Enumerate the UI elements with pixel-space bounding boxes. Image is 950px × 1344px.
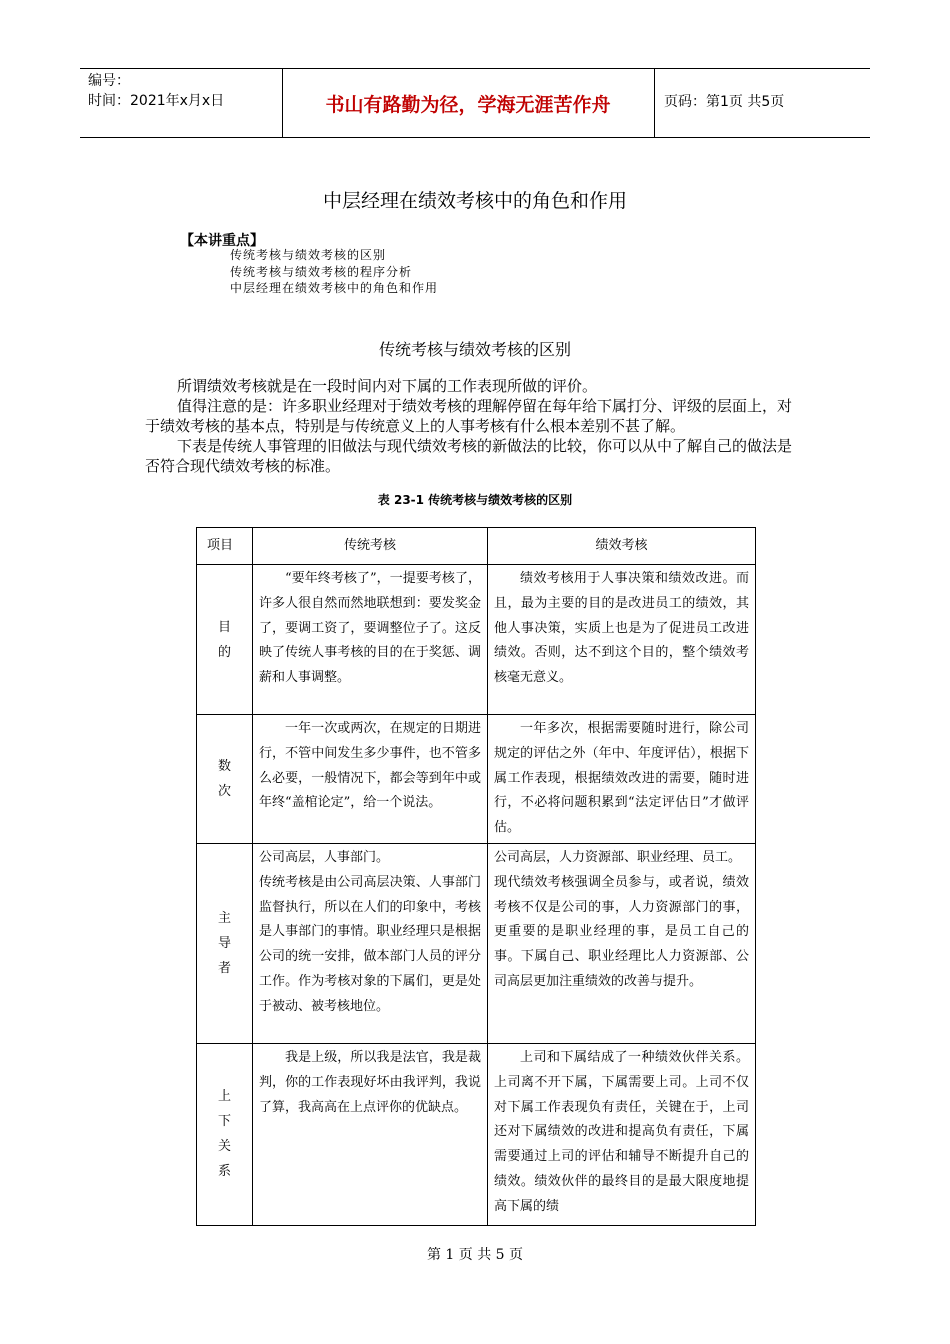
item-char: 数 <box>217 758 231 774</box>
cell-text: 一年一次或两次，在规定的日期进行，不管中间发生多少事件，也不管多么必要，一般情况下，都会等到年中或年终“盖棺论定”，给一个说法。 <box>259 721 481 811</box>
key-point-item: 传统考核与绩效考核的程序分析 <box>230 264 413 279</box>
item-char: 关 <box>217 1139 231 1155</box>
header-cell-performance: 绩效考核 <box>488 528 756 565</box>
item-char: 系 <box>217 1164 231 1180</box>
performance-cell <box>488 1043 756 1225</box>
traditional-cell <box>253 565 488 715</box>
table-caption: 表 23-1 传统考核与绩效考核的区别 <box>377 493 573 507</box>
paragraph: 下表是传统人事管理的旧做法与现代绩效考核的新做法的比较，你可以从中了解自己的做法是否符合现代绩效考核的标准。 <box>145 437 793 475</box>
comparison-table <box>196 527 756 1226</box>
table-row <box>197 843 756 1043</box>
table-row <box>197 715 756 844</box>
section-title: 传统考核与绩效考核的区别 <box>378 340 571 359</box>
key-points-list <box>230 247 438 297</box>
header-page-label: 页码：第1页 共5页 <box>664 94 785 110</box>
performance-cell <box>488 715 756 844</box>
table-row <box>197 565 756 715</box>
performance-cell <box>488 565 756 715</box>
item-char: 下 <box>217 1114 231 1130</box>
traditional-cell <box>253 1043 488 1225</box>
header-motto: 书山有路勤为径，学海无涯苦作舟 <box>325 93 611 116</box>
paragraph: 所谓绩效考核就是在一段时间内对下属的工作表现所做的评价。 <box>177 377 598 395</box>
key-points-heading: 【本讲重点】 <box>180 233 264 249</box>
cell-text: 我是上级，所以我是法官，我是裁判，你的工作表现好坏由我评判，我说了算，我高高在上点评你的优缺点。 <box>259 1049 481 1115</box>
page-footer: 第 1 页 共 5 页 <box>426 1247 524 1263</box>
cell-text: 公司高层，人力资源部、职业经理、员工。 <box>494 849 742 865</box>
row-item-cell <box>197 715 253 844</box>
document-header <box>80 68 870 138</box>
number-label: 编号： <box>88 73 130 89</box>
item-char: 者 <box>217 960 231 976</box>
table-header-row <box>197 528 756 565</box>
traditional-cell <box>253 715 488 844</box>
row-item-cell <box>197 565 253 715</box>
cell-text: 现代绩效考核强调全员参与，或者说，绩效考核不仅是公司的事，人力资源部门的事，更重要的是职业经理的事，是员工自己的事。下属自己、职业经理比人力资源部、公司高层更加注重绩效的改善与提升。 <box>494 874 749 989</box>
header-divider-right <box>654 69 655 137</box>
header-cell-item: 项目 <box>197 528 253 565</box>
header-left-block <box>88 71 224 111</box>
table-row <box>197 1043 756 1225</box>
key-point-item: 传统考核与绩效考核的区别 <box>230 248 387 262</box>
cell-text: 传统考核是由公司高层决策、人事部门监督执行，所以在人们的印象中，考核是人事部门的事情。职业经理只是根据公司的统一安排，做本部门人员的评分工作。作为考核对象的下属们，更是处于被动、被考核地位。 <box>259 874 481 1014</box>
key-point-item: 中层经理在绩效考核中的角色和作用 <box>230 281 439 295</box>
cell-text: 上司和下属结成了一种绩效伙伴关系。上司离不开下属，下属需要上司。上司不仅对下属工作表现负有责任，关键在于，上司还对下属绩效的改进和提高负有责任，下属需要通过上司的评估和辅导不断提升自己的绩效。绩效伙伴的最终目的是最大限度地提高下属的绩 <box>494 1049 749 1214</box>
item-char: 次 <box>217 783 231 799</box>
document-title: 中层经理在绩效考核中的角色和作用 <box>322 190 627 212</box>
performance-cell <box>488 843 756 1043</box>
cell-text: 一年多次，根据需要随时进行，除公司规定的评估之外（年中、年度评估），根据下属工作表现，根据绩效改进的需要，随时进行，不必将问题积累到“法定评估日”才做评估。 <box>494 721 749 836</box>
cell-text: 绩效考核用于人事决策和绩效改进。而且，最为主要的目的是改进员工的绩效，其他人事决策，实质上也是为了促进员工改进绩效。否则，达不到这个目的，整个绩效考核毫无意义。 <box>494 571 749 686</box>
item-char: 导 <box>217 935 231 951</box>
cell-text: “要年终考核了”，一提要考核了，许多人很自然而然地联想到：要发奖金了，要调工资了，要调整位子了。这反映了传统人事考核的目的在于奖惩、调薪和人事调整。 <box>259 571 481 686</box>
row-item-cell <box>197 1043 253 1225</box>
paragraph: 值得注意的是：许多职业经理对于绩效考核的理解停留在每年给下属打分、评级的层面上，对于绩效考核的基本点，特别是与传统意义上的人事考核有什么根本差别不甚了解。 <box>145 397 793 435</box>
time-label: 时间：2021年x月x日 <box>88 93 225 109</box>
row-item-cell <box>197 843 253 1043</box>
body-text <box>145 376 805 476</box>
header-cell-traditional: 传统考核 <box>253 528 488 565</box>
item-char: 主 <box>217 910 231 926</box>
item-char: 上 <box>217 1089 231 1105</box>
traditional-cell <box>253 843 488 1043</box>
item-char: 目 <box>217 619 231 635</box>
cell-text: 公司高层，人事部门。 <box>259 849 390 865</box>
item-char: 的 <box>217 644 231 660</box>
